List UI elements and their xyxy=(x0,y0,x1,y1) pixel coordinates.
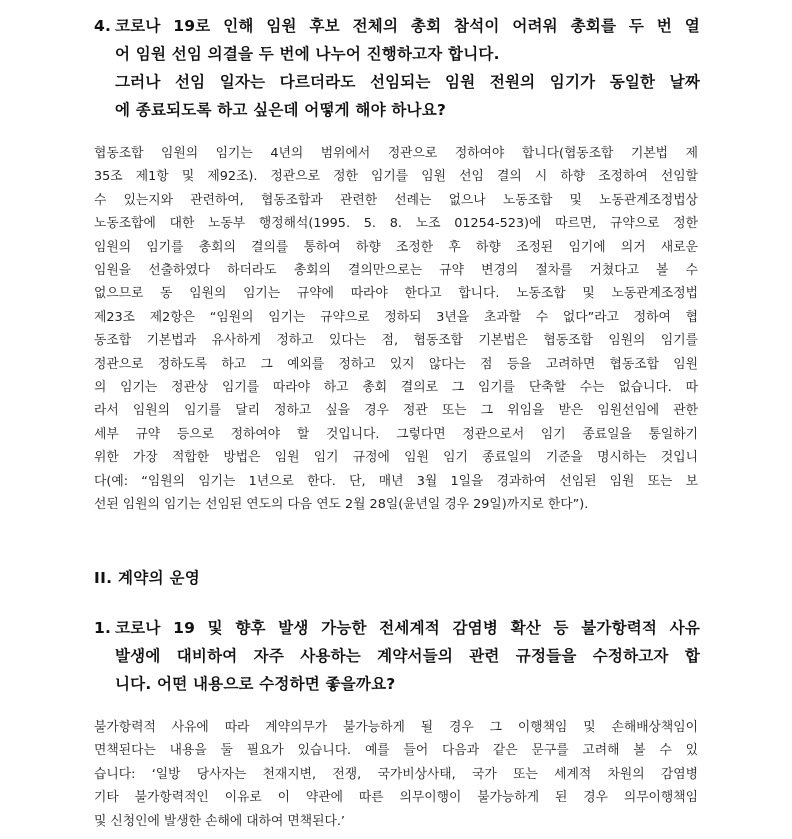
answer-line: 정관으로 정하도록 하고 그 예외를 정하고 있지 않다는 점 등을 고려하면 협동조합 임원 xyxy=(94,356,698,372)
question-line: 그러나 선임 일자는 다르더라도 선임되는 임원 전원의 임기가 동일한 날짜 xyxy=(115,73,700,91)
answer-line: 협동조합 임원의 임기는 4년의 범위에서 정관으로 정하여야 합니다(협동조합 기본법 제 xyxy=(94,146,698,161)
answer-line: 임원을 선출하였다 하더라도 총회의 결의만으로는 규약 변경의 절차를 거쳤다고 볼 수 xyxy=(94,263,698,279)
answer-line: 의 임기는 정관상 임기를 따라야 하고 총회 결의로 그 임기를 단축할 수는 없습니다. 따 xyxy=(94,380,698,396)
answer-line: 및 신청인에 발생한 손해에 대하여 면책된다.’ xyxy=(94,813,345,829)
answer-line: 임원의 임기를 총회의 결의를 통하여 하향 조정한 후 하향 조정된 임기에 의거 새로운 xyxy=(94,239,698,255)
section-heading: II. 계약의 운영 xyxy=(94,569,201,587)
question-4 xyxy=(94,12,700,124)
answer-line: 노동조합에 대한 노동부 행정해석(1995. 5. 8. 노조 01254-523)에 따르면, 규약으로 정한 xyxy=(94,216,698,232)
answer-4 xyxy=(94,142,698,517)
answer-line: 세부 규약 등으로 정하여야 할 것입니다. 그렇다면 정관으로서 임기 종료일을 통일하기 xyxy=(94,426,698,442)
answer-line: 위한 가장 적합한 방법은 임원 임기 규정에 임원 임기 종료일의 기준을 명시하는 것입니 xyxy=(94,450,698,466)
question-number: 1. xyxy=(94,619,112,637)
answer-line: 없으므로 동 임원의 임기는 규약에 따라야 한다고 합니다. 노동조합 및 노동관계조정법 xyxy=(94,286,698,302)
answer-line: 라서 임원의 임기를 달리 정하고 싶을 경우 정관 또는 그 위임을 받은 임원선임에 관한 xyxy=(94,403,698,419)
answer-line: 수 있는지와 관련하여, 협동조합과 관련한 선례는 없으나 노동조합 및 노동관계조정법상 xyxy=(94,192,698,208)
answer-1 xyxy=(94,716,698,833)
answer-line: 다(예: “임원의 임기는 1년으로 한다. 단, 매년 3월 1일을 경과하여 선임된 임원 또는 보 xyxy=(94,473,698,489)
question-line: 니다. 어떤 내용으로 수정하면 좋을까요? xyxy=(115,675,396,693)
answer-line: 기타 불가항력적인 이유로 이 약관에 따른 의무이행이 불가능하게 된 경우 의무이행책임 xyxy=(94,790,698,806)
answer-line: 선된 임원의 임기는 선임된 연도의 다음 연도 2월 28일(윤년일 경우 29일)까지로 한다”). xyxy=(94,497,589,513)
answer-line: 35조 제1항 및 제92조). 정관으로 정한 임기를 임원 선임 결의 시 하향 조정하여 선임할 xyxy=(94,169,698,185)
question-line: 어 임원 선임 의결을 두 번에 나누어 진행하고자 합니다. xyxy=(115,45,500,63)
question-line: 코로나 19 및 향후 발생 가능한 전세계적 감염병 확산 등 불가항력적 사유 xyxy=(115,619,700,637)
answer-line: 면책된다는 내용을 둘 필요가 있습니다. 예를 들어 다음과 같은 문구를 고려해 볼 수 있 xyxy=(94,743,698,759)
question-number: 4. xyxy=(94,17,112,35)
answer-line: 동조합 기본법과 유사하게 정하고 있다는 점, 협동조합 기본법은 협동조합 임원의 임기를 xyxy=(94,333,698,349)
question-line: 발생에 대비하여 자주 사용하는 계약서들의 관련 규정들을 수정하고자 합 xyxy=(115,647,700,665)
answer-line: 습니다: ‘일방 당사자는 천재지변, 전쟁, 국가비상사태, 국가 또는 세계적 차원의 감염병 xyxy=(94,766,698,782)
answer-line: 불가항력적 사유에 따라 계약의무가 불가능하게 될 경우 그 이행책임 및 손해배상책임이 xyxy=(94,720,698,735)
question-1 xyxy=(94,614,700,698)
question-line: 코로나 19로 인해 임원 후보 전체의 총회 참석이 어려워 총회를 두 번 열 xyxy=(115,17,700,35)
question-line: 에 종료되도록 하고 싶은데 어떻게 해야 하나요? xyxy=(115,101,447,119)
answer-line: 제23조 제2항은 “임원의 임기는 규약으로 정하되 3년을 초과할 수 없다”라고 정하여 협 xyxy=(94,309,698,325)
